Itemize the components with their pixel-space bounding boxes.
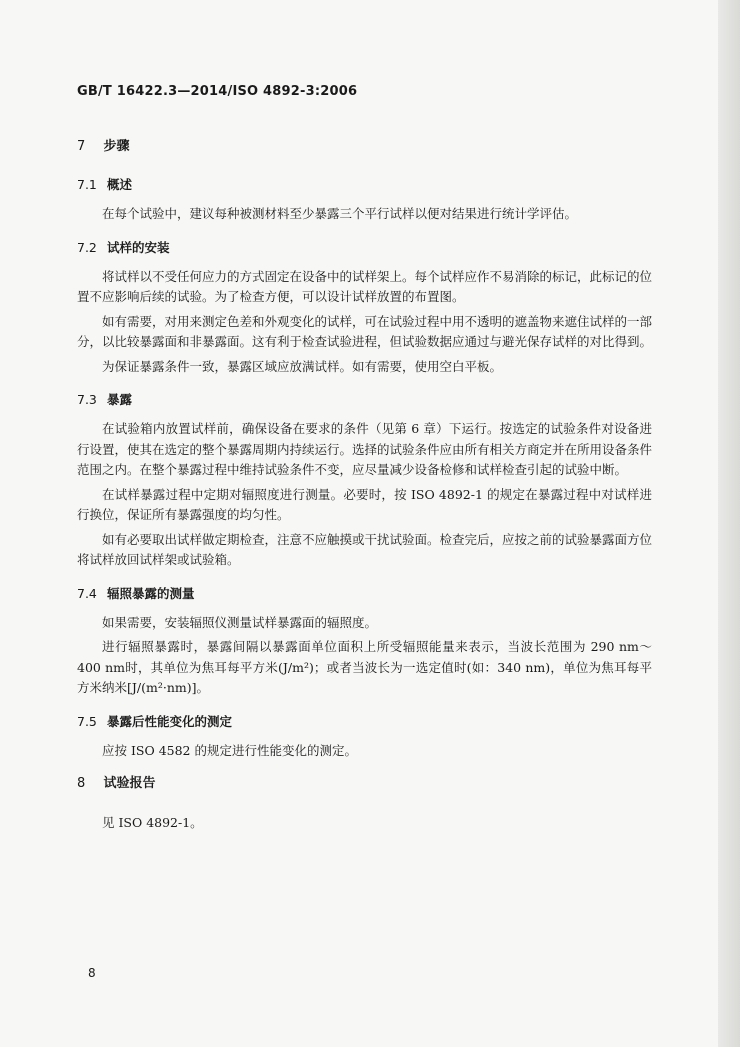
section-7-5-heading bbox=[77, 713, 652, 731]
section-title: 暴露 bbox=[107, 392, 133, 407]
paragraph: 将试样以不受任何应力的方式固定在设备中的试样架上。每个试样应作不易消除的标记，此标记的位置不应影响后续的试验。为了检查方便，可以设计试样放置的布置图。 bbox=[77, 268, 653, 304]
paragraph: 如有必要取出试样做定期检查，注意不应触摸或干扰试验面。检查完后，应按之前的试验暴露面方位将试样放回试样架或试验箱。 bbox=[77, 531, 653, 567]
paragraph: 如果需要，安装辐照仪测量试样暴露面的辐照度。 bbox=[102, 614, 378, 630]
paragraph: 在试样暴露过程中定期对辐照度进行测量。必要时，按 ISO 4892-1 的规定在暴露过程中对试样进行换位，保证所有暴露强度的均匀性。 bbox=[77, 486, 652, 522]
page-number: 8 bbox=[88, 966, 96, 980]
section-7-heading bbox=[77, 138, 652, 156]
paragraph: 如有需要，对用来测定色差和外观变化的试样，可在试验过程中用不透明的遮盖物来遮住试样的一部分，以比较暴露面和非暴露面。这有利于检查试验进程，但试验数据应通过与避光保存试样的对比得到。 bbox=[77, 313, 653, 349]
section-7-2 bbox=[77, 239, 652, 378]
section-number: 7.4 bbox=[77, 585, 97, 601]
section-number: 8 bbox=[77, 776, 86, 791]
section-number: 7.1 bbox=[77, 177, 97, 192]
section-7-1 bbox=[77, 176, 652, 225]
section-7-4 bbox=[77, 585, 652, 699]
paragraph: 见 ISO 4892-1。 bbox=[102, 815, 203, 830]
paragraph: 在试验箱内放置试样前，确保设备在要求的条件（见第 6 章）下运行。按选定的试验条件对设备进行设置，使其在选定的整个暴露周期内持续运行。选择的试验条件应由所有相关方商定并在所用设备条件范围之内。在整个暴露过程中维持试验条件不变，应尽量减少设备检修和试样检查引起的试验中断。 bbox=[77, 421, 653, 477]
section-8-heading bbox=[77, 775, 652, 793]
section-7-2-heading bbox=[77, 239, 652, 257]
section-8 bbox=[77, 775, 652, 834]
section-title: 试样的安装 bbox=[107, 239, 170, 255]
section-title: 概述 bbox=[107, 177, 133, 192]
section-title: 试验报告 bbox=[103, 776, 156, 791]
section-number: 7.5 bbox=[77, 713, 97, 729]
section-7-3 bbox=[77, 391, 652, 571]
standard-header: GB/T 16422.3—2014/ISO 4892-3:2006 bbox=[77, 84, 358, 99]
section-title: 步骤 bbox=[103, 139, 130, 154]
page-edge-shadow bbox=[718, 0, 740, 1047]
paragraph: 应按 ISO 4582 的规定进行性能变化的测定。 bbox=[102, 742, 357, 758]
section-number: 7 bbox=[77, 139, 86, 154]
section-title: 辐照暴露的测量 bbox=[107, 585, 195, 601]
paragraph: 在每个试验中，建议每种被测材料至少暴露三个平行试样以便对结果进行统计学评估。 bbox=[102, 206, 578, 221]
document-body bbox=[77, 138, 652, 848]
section-7-1-heading bbox=[77, 176, 652, 194]
section-title: 暴露后性能变化的测定 bbox=[107, 713, 233, 729]
section-number: 7.2 bbox=[77, 239, 97, 255]
paragraph: 进行辐照暴露时，暴露间隔以暴露面单位面积上所受辐照能量来表示，当波长范围为 290 nm～400 nm时，其单位为焦耳每平方米(J/m²)；或者当波长为一选定值时(如：340 nm)，单位为焦耳每平方米纳米[J/(m²·nm)]。 bbox=[77, 639, 652, 695]
section-7-3-heading bbox=[77, 391, 652, 409]
section-number: 7.3 bbox=[77, 392, 97, 407]
paragraph: 为保证暴露条件一致，暴露区域应放满试样。如有需要，使用空白平板。 bbox=[102, 358, 503, 374]
section-7-4-heading bbox=[77, 585, 652, 603]
section-7-5 bbox=[77, 713, 652, 762]
